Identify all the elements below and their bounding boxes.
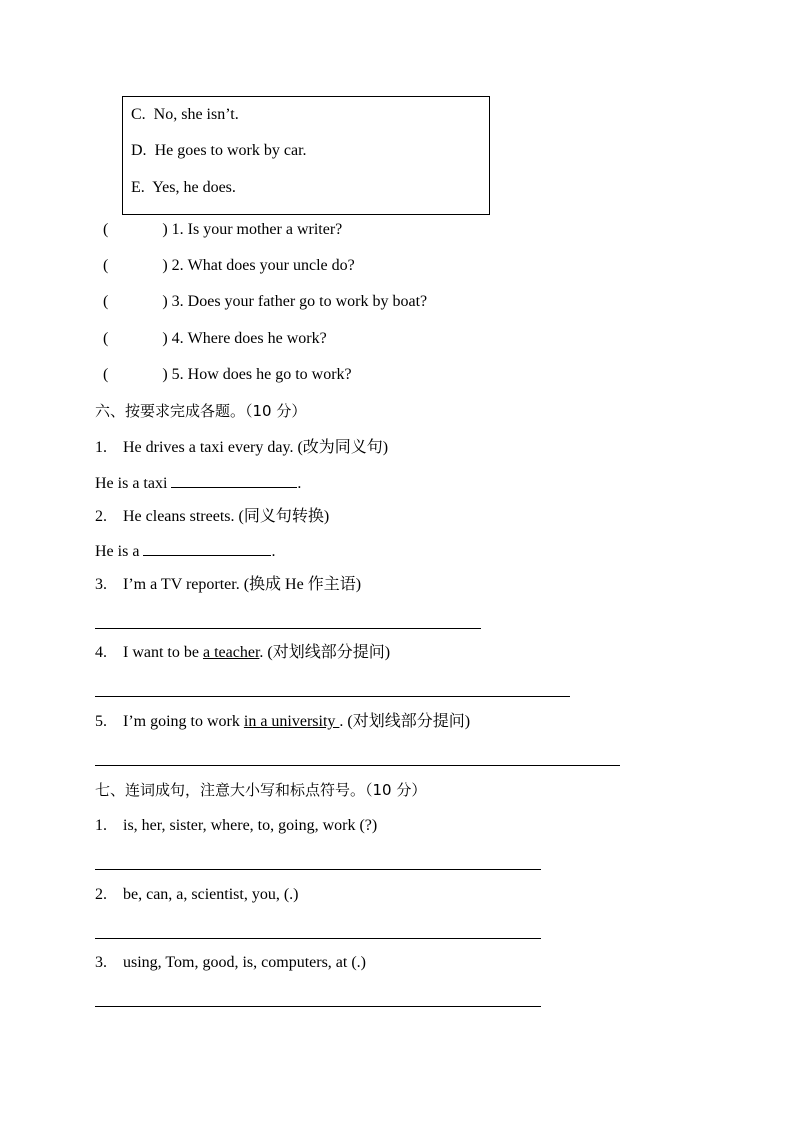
section-6-heading: 六、按要求完成各题。（10 分） [95,402,307,420]
s6-answer-2-blank[interactable] [143,541,271,556]
s7-question-2: 2. be, can, a, scientist, you, (.) [95,886,299,903]
option-d: D. He goes to work by car. [131,142,307,159]
s7-question-1: 1. is, her, sister, where, to, going, work (?) [95,817,378,834]
matching-question-4: ( ) 4. Where does he work? [103,330,327,347]
s6-answer-5-line[interactable] [95,765,620,766]
section-7-heading: 七、连词成句，注意大小写和标点符号。（10 分） [95,781,427,799]
s6-answer-3-line[interactable] [95,628,481,629]
s6-answer-1-blank[interactable] [171,473,297,488]
s7-answer-2-line[interactable] [95,938,541,939]
s6-answer-4-line[interactable] [95,696,570,697]
s6-answer-1: He is a taxi . [95,475,302,492]
s6-question-1: 1. He drives a taxi every day. (改为同义句) [95,439,389,456]
s6-question-3: 3. I’m a TV reporter. (换成 He 作主语) [95,576,362,593]
matching-question-5: ( ) 5. How does he go to work? [103,366,352,383]
option-e: E. Yes, he does. [131,179,236,196]
s6-question-5: 5. I’m going to work in a university . (对划线部分提问) [95,713,471,730]
option-c: C. No, she isn’t. [131,106,239,123]
s6-question-4: 4. I want to be a teacher. (对划线部分提问) [95,644,391,661]
s7-question-3: 3. using, Tom, good, is, computers, at (.) [95,954,367,971]
s7-answer-3-line[interactable] [95,1006,541,1007]
s6-answer-2: He is a . [95,543,276,560]
matching-question-1: ( ) 1. Is your mother a writer? [103,221,343,238]
s6-question-2: 2. He cleans streets. (同义句转换) [95,508,330,525]
matching-question-2: ( ) 2. What does your uncle do? [103,257,355,274]
matching-question-3: ( ) 3. Does your father go to work by boat? [103,293,428,310]
s7-answer-1-line[interactable] [95,869,541,870]
